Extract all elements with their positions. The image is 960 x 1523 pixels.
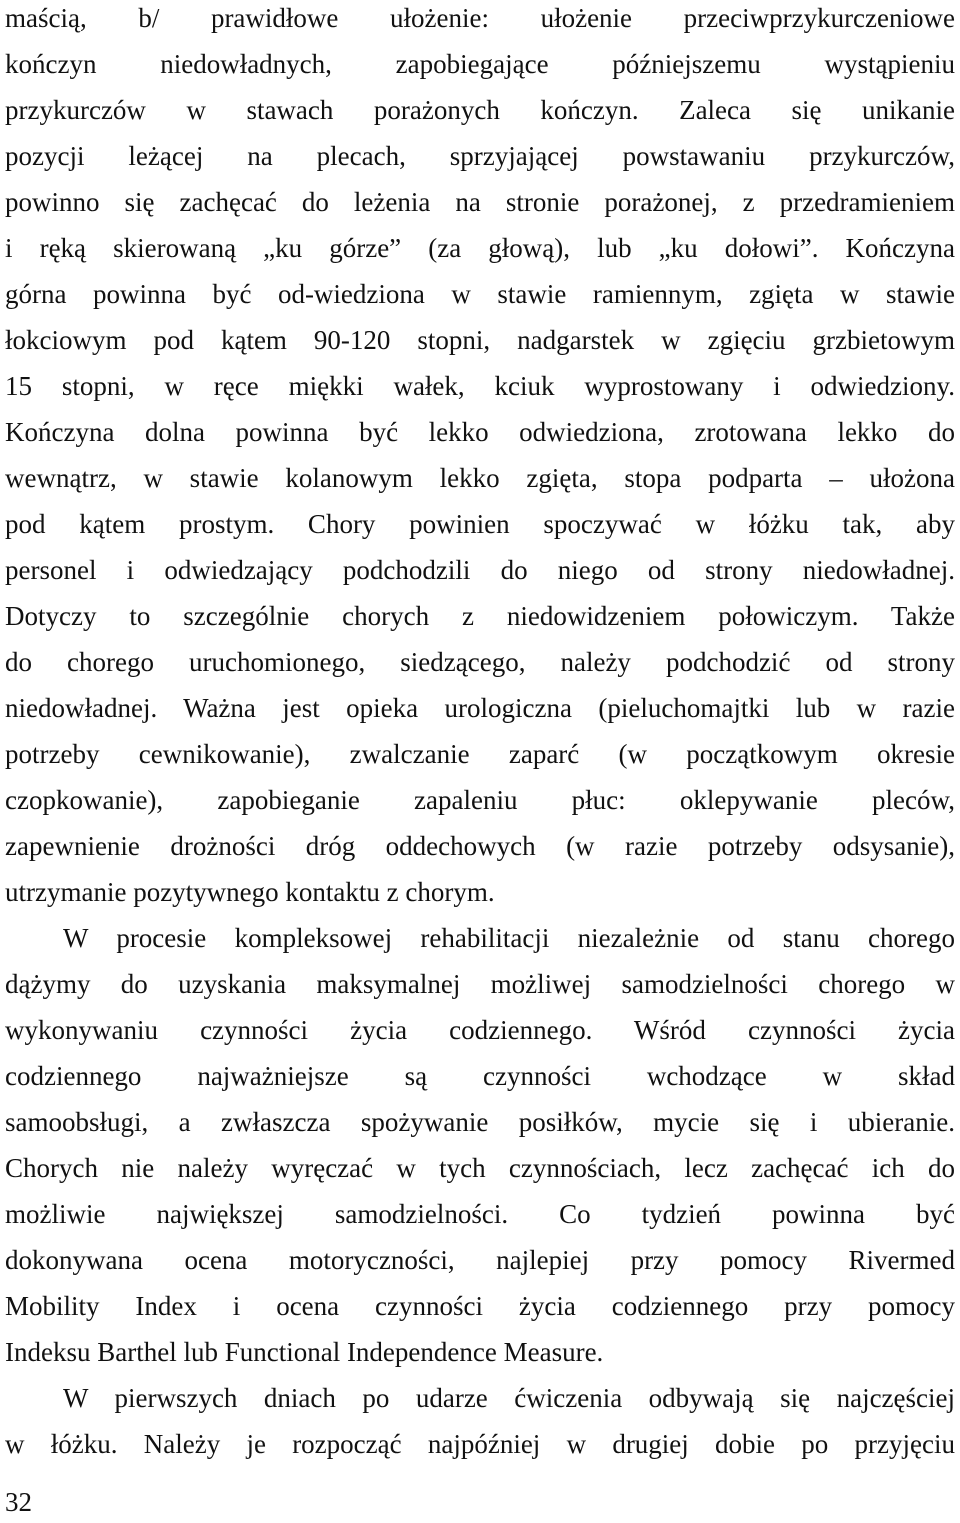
text-line: pozycji leżącej na plecach, sprzyjającej powstawaniu przykurczów,	[5, 141, 955, 171]
text-line: 15 stopni, w ręce miękki wałek, kciuk wyprostowany i odwiedziony.	[5, 371, 955, 401]
text-line: i ręką skierowaną „ku górze” (za głową), lub „ku dołowi”. Kończyna	[5, 233, 955, 263]
text-line: do chorego uruchomionego, siedzącego, należy podchodzić od strony	[5, 647, 955, 677]
text-line: zapewnienie drożności dróg oddechowych (w razie potrzeby odsysanie),	[5, 831, 955, 861]
text-line: czopkowanie), zapobieganie zapaleniu płuc: oklepywanie pleców,	[5, 785, 955, 815]
text-line: Indeksu Barthel lub Functional Independence Measure.	[5, 1337, 604, 1367]
text-line: Mobility Index i ocena czynności życia codziennego przy pomocy	[5, 1291, 955, 1321]
text-line: pod kątem prostym. Chory powinien spoczywać w łóżku tak, aby	[5, 509, 955, 539]
text-line: Dotyczy to szczególnie chorych z niedowidzeniem połowiczym. Także	[5, 601, 955, 631]
text-line: dążymy do uzyskania maksymalnej możliwej samodzielności chorego w	[5, 969, 955, 999]
text-line: przykurczów w stawach porażonych kończyn. Zaleca się unikanie	[5, 95, 955, 125]
text-line: personel i odwiedzający podchodzili do niego od strony niedowładnej.	[5, 555, 955, 585]
text-line: łokciowym pod kątem 90-120 stopni, nadgarstek w zgięciu grzbietowym	[5, 325, 955, 355]
text-line: wykonywaniu czynności życia codziennego. Wśród czynności życia	[5, 1015, 955, 1045]
text-line: Chorych nie należy wyręczać w tych czynnościach, lecz zachęcać ich do	[5, 1153, 955, 1183]
text-line: górna powinna być od-wiedziona w stawie ramiennym, zgięta w stawie	[5, 279, 955, 309]
text-line: utrzymanie pozytywnego kontaktu z chorym.	[5, 877, 495, 907]
paragraph-first-line: W pierwszych dniach po udarze ćwiczenia odbywają się najczęściej	[63, 1383, 955, 1413]
text-line: kończyn niedowładnych, zapobiegające późniejszemu wystąpieniu	[5, 49, 955, 79]
text-line: potrzeby cewnikowanie), zwalczanie zaparć (w początkowym okresie	[5, 739, 955, 769]
text-line: powinno się zachęcać do leżenia na stronie porażonej, z przedramieniem	[5, 187, 955, 217]
text-line: wewnątrz, w stawie kolanowym lekko zgięta, stopa podparta – ułożona	[5, 463, 955, 493]
text-line: dokonywana ocena motoryczności, najlepiej przy pomocy Rivermed	[5, 1245, 955, 1275]
paragraph-first-line: W procesie kompleksowej rehabilitacji niezależnie od stanu chorego	[63, 923, 955, 953]
text-line: niedowładnej. Ważna jest opieka urologiczna (pieluchomajtki lub w razie	[5, 693, 955, 723]
text-line: możliwie największej samodzielności. Co tydzień powinna być	[5, 1199, 955, 1229]
text-line: maścią, b/ prawidłowe ułożenie: ułożenie przeciwprzykurczeniowe	[5, 3, 955, 33]
text-line: codziennego najważniejsze są czynności wchodzące w skład	[5, 1061, 955, 1091]
text-line: Kończyna dolna powinna być lekko odwiedziona, zrotowana lekko do	[5, 417, 955, 447]
text-line: samoobsługi, a zwłaszcza spożywanie posiłków, mycie się i ubieranie.	[5, 1107, 955, 1137]
page-number: 32	[5, 1487, 32, 1517]
text-line: w łóżku. Należy je rozpocząć najpóźniej w drugiej dobie po przyjęciu	[5, 1429, 955, 1459]
